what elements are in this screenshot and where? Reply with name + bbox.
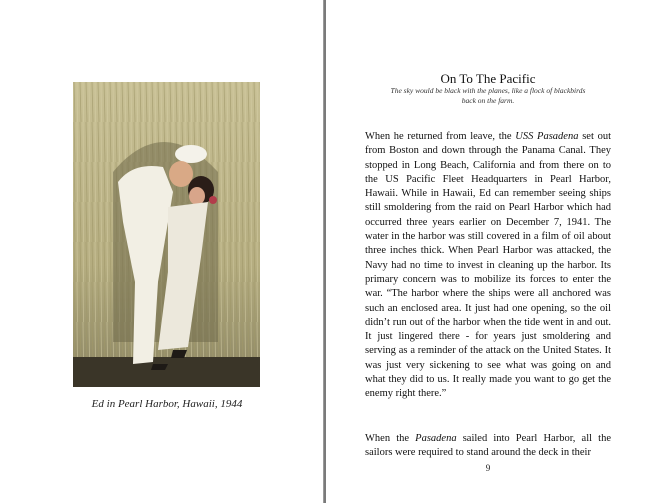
ship-name: USS Pasadena	[515, 131, 579, 142]
paragraph-text: set out from Boston and down through the Panama Canal. They stopped in Long Beach, California and from there on to the US Pacific Fleet Headquarters in Pearl Harbor, Hawaii. While in Hawaii, Ed can remember seeing ships still smoldering from the raid on Pearl Harbor which had occurred three years earlier on December 7, 1941. The water in the harbor was still covered in a film of oil about three inches thick. When Pearl Harbor was attacked, the Navy had no time to invest in cleaning up the harbor. Its primary concern was to mobilize its forces to enter the war. “The harbor where the ships were all anchored was such an enclosed area. It just had one opening, so the oil didn’t run out of the harbor when the tide went in and out. It just lingered there - for years just smoldering and serving as a reminder of the attack on the United States. It was just very sickening to see what was going on and what they did to us. It really made you want to go get the enemy right there.”	[365, 131, 611, 400]
chapter-epigraph: The sky would be black with the planes, like a flock of blackbirds back on the farm.	[390, 86, 586, 105]
photo-caption: Ed in Pearl Harbor, Hawaii, 1944	[91, 398, 243, 410]
paragraph-text: sailed into Pearl Harbor, all the sailors were required to stand around the deck in their	[365, 433, 611, 459]
left-page	[0, 0, 324, 503]
right-page	[326, 0, 650, 503]
body-paragraph	[365, 130, 611, 402]
paragraph-text: When the	[365, 433, 416, 444]
photo-sailor-and-woman	[73, 82, 260, 387]
ship-name: Pasadena	[415, 433, 457, 444]
chapter-title: On To The Pacific	[440, 71, 536, 86]
paragraph-text: When he returned from leave, the	[365, 131, 516, 142]
body-paragraph	[365, 432, 611, 461]
page-number: 9	[485, 463, 491, 473]
